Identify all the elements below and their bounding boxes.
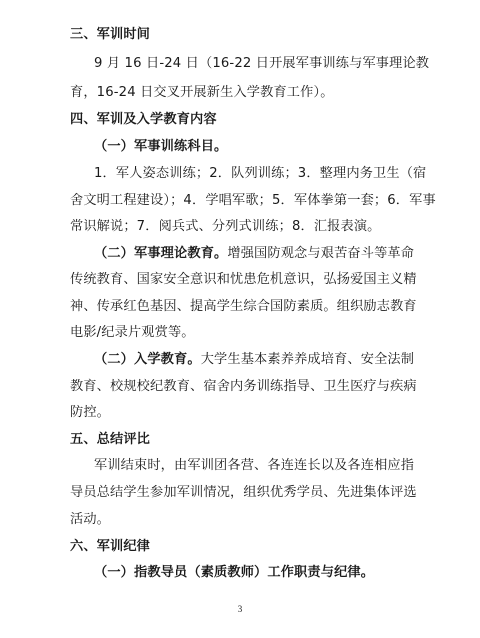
body-line: 军训结束时，由军训团各营、各连连长以及各连相应指	[94, 458, 415, 473]
body-line: 9 月 16 日-24 日（16-22 日开展军事训练与军事理论教	[94, 56, 430, 71]
body-text: 增强国防观念与艰苦奋斗等革命	[227, 246, 415, 261]
section-heading-discipline: 六、军训纪律	[70, 539, 151, 554]
body-line: 育，16-24 日交叉开展新生入学教育工作）。	[70, 85, 334, 100]
body-line: 1．军人姿态训练；2．队列训练；3．整理内务卫生（宿	[94, 166, 427, 181]
body-line: 电影/纪录片观赏等。	[70, 325, 195, 340]
body-line: 导员总结学生参加军训情况，组织优秀学员、先进集体评选	[70, 485, 417, 500]
paragraph-entry-first-line	[94, 351, 414, 369]
page-number: 3	[237, 604, 243, 614]
body-line: 防控。	[70, 405, 111, 420]
body-line: 教育、校规校纪教育、宿舍内务训练指导、卫生医疗与疾病	[70, 379, 417, 394]
subheading-entry-education: （二）入学教育。	[94, 352, 201, 367]
subheading-military-training: （一）军事训练科目。	[94, 139, 228, 154]
section-heading-schedule: 三、军训时间	[70, 27, 151, 42]
subheading-instructor-duties: （一）指教导员（素质教师）工作职责与纪律。	[94, 565, 375, 580]
paragraph-theory-first-line	[94, 245, 414, 263]
body-line: 常识解说；7．阅兵式、分列式训练；8．汇报表演。	[70, 219, 381, 234]
body-line: 活动。	[70, 512, 111, 527]
subheading-theory: （二）军事理论教育。	[94, 246, 228, 261]
body-line: 神、传承红色基因、提高学生综合国防素质。组织励志教育	[70, 299, 417, 314]
section-heading-summary: 五、总结评比	[70, 432, 151, 447]
section-heading-content: 四、军训及入学教育内容	[70, 112, 217, 127]
body-line: 舍文明工程建设）；4．学唱军歌；5．军体拳第一套；6．军事	[70, 193, 436, 208]
body-text: 大学生基本素养养成培育、安全法制	[200, 352, 415, 367]
body-line: 传统教育、国家安全意识和忧患危机意识，弘扬爱国主义精	[70, 272, 417, 287]
